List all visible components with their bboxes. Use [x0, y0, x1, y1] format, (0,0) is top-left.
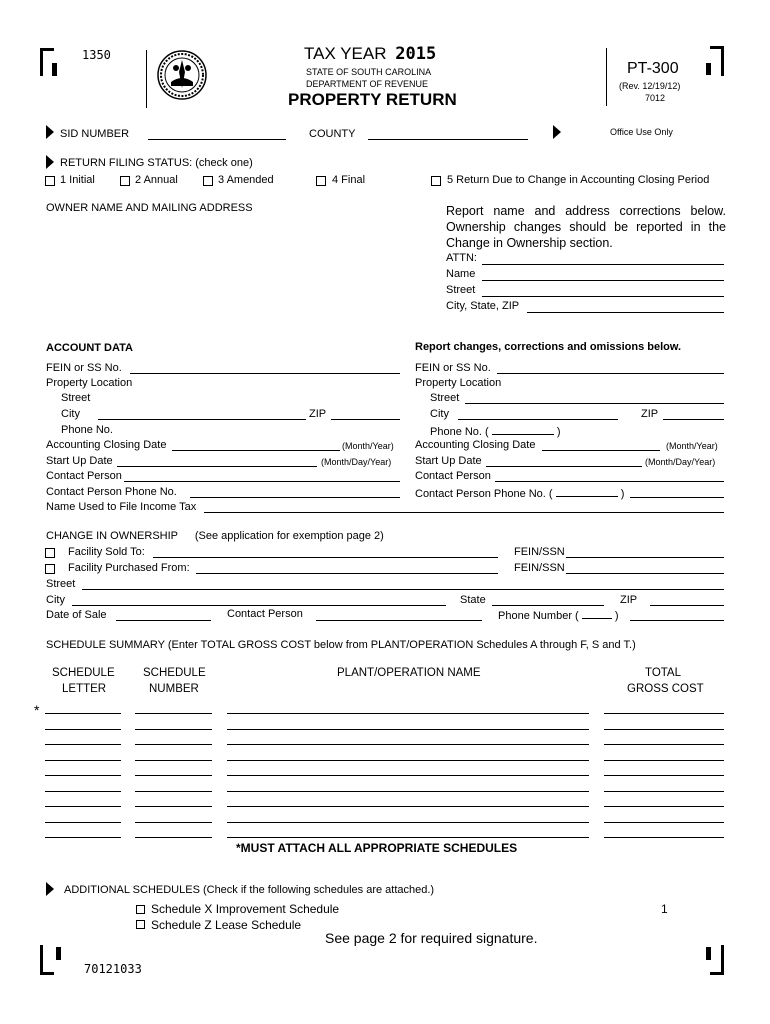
gross-cost-field[interactable] [604, 837, 724, 838]
property-location-label: Property Location [46, 377, 133, 389]
col-schedule-letter-1: SCHEDULE [52, 667, 115, 679]
street-field[interactable] [482, 296, 724, 297]
account-city-label: City [61, 408, 80, 420]
plant-name-field[interactable] [227, 775, 589, 776]
plant-name-field[interactable] [227, 806, 589, 807]
status-checkbox-annual[interactable] [120, 176, 130, 186]
sid-label: SID NUMBER [60, 128, 130, 140]
schedule-number-field[interactable] [135, 791, 212, 792]
corner-mark-bottom-right [702, 945, 724, 975]
fein-ssn-label-2: FEIN/SSN [514, 562, 565, 574]
right-street-field[interactable] [465, 403, 724, 404]
schedule-x-label: Schedule X Improvement Schedule [151, 902, 340, 916]
filing-status-label: RETURN FILING STATUS: (check one) [60, 157, 253, 169]
schedule-number-field[interactable] [135, 806, 212, 807]
arrow-marker-icon [46, 125, 54, 139]
tax-year-label: TAX YEAR [304, 44, 387, 63]
tax-year-value: 2015 [395, 44, 437, 64]
county-field[interactable] [368, 139, 528, 140]
schedule-number-field[interactable] [135, 760, 212, 761]
name-label: Name [446, 268, 476, 280]
plant-name-field[interactable] [227, 744, 589, 745]
gross-cost-field[interactable] [604, 729, 724, 730]
form-revision: (Rev. 12/19/12) [619, 81, 681, 91]
page-number: 1 [661, 902, 668, 916]
corner-mark-bottom-left [40, 945, 62, 975]
account-phone-label: Phone No. [61, 424, 113, 436]
schedule-letter-field[interactable] [45, 837, 121, 838]
state-seal-image [157, 50, 207, 100]
date-of-sale-label: Date of Sale [46, 609, 107, 621]
purchased-from-field[interactable] [196, 573, 498, 574]
contact-person-label: Contact Person [46, 470, 122, 482]
ownership-street-field[interactable] [82, 589, 724, 590]
schedule-number-field[interactable] [135, 775, 212, 776]
schedule-letter-field[interactable] [45, 791, 121, 792]
col-schedule-letter-2: LETTER [62, 683, 107, 695]
status-checkbox-accounting-change[interactable] [431, 176, 441, 186]
tax-year-title [304, 44, 436, 64]
ownership-phone-prefix: Phone Number ( [498, 610, 579, 622]
gross-cost-field[interactable] [604, 806, 724, 807]
right-contact-phone-field[interactable] [630, 497, 724, 498]
right-phone-label [430, 424, 561, 438]
right-closing-date-field[interactable] [542, 450, 660, 451]
right-start-up-field[interactable] [486, 466, 642, 467]
fein-ssn-label-1: FEIN/SSN [514, 546, 565, 558]
status-label-initial: 1 Initial [60, 174, 95, 186]
office-use-label: Office Use Only [610, 127, 673, 137]
gross-cost-field[interactable] [604, 775, 724, 776]
date-of-sale-field[interactable] [116, 620, 211, 621]
ownership-state-label: State [460, 594, 486, 606]
city-state-zip-label: City, State, ZIP [446, 300, 520, 312]
barcode-number: 70121033 [84, 962, 142, 976]
col-schedule-number-2: NUMBER [149, 683, 199, 695]
schedule-z-label: Schedule Z Lease Schedule [151, 918, 302, 932]
right-phone-prefix: Phone No. ( [430, 426, 489, 438]
ownership-city-label: City [46, 594, 65, 606]
right-city-field[interactable] [458, 419, 618, 420]
schedule-letter-field[interactable] [45, 775, 121, 776]
right-phone-paren: ) [556, 426, 561, 438]
ownership-heading [46, 530, 384, 542]
schedule-letter-field[interactable] [45, 713, 121, 714]
gross-cost-field[interactable] [604, 791, 724, 792]
ownership-phone-area-field[interactable] [582, 608, 612, 619]
right-start-up-label: Start Up Date [415, 455, 482, 467]
right-contact-phone-label [415, 486, 624, 500]
gross-cost-field[interactable] [604, 760, 724, 761]
ownership-heading-text: CHANGE IN OWNERSHIP [46, 530, 178, 542]
ownership-zip-label: ZIP [620, 594, 638, 606]
fein-label: FEIN or SS No. [46, 362, 122, 374]
ownership-state-field[interactable] [492, 605, 604, 606]
arrow-marker-icon [46, 155, 54, 169]
county-label: COUNTY [309, 128, 356, 140]
schedule-x-checkbox[interactable] [136, 905, 145, 914]
sold-to-label: Facility Sold To: [68, 546, 145, 558]
schedule-number-field[interactable] [135, 713, 212, 714]
purchased-from-label: Facility Purchased From: [68, 562, 190, 574]
sid-field[interactable] [148, 139, 286, 140]
arrow-marker-icon [553, 125, 561, 139]
plant-name-field[interactable] [227, 760, 589, 761]
fein-ssn-field-2[interactable] [566, 573, 724, 574]
fein-field[interactable] [130, 373, 400, 374]
right-zip-field[interactable] [663, 419, 724, 420]
plant-name-field[interactable] [227, 713, 589, 714]
ownership-phone-label [498, 608, 619, 622]
closing-date-format: (Month/Year) [342, 441, 394, 451]
right-zip-label: ZIP [641, 408, 659, 420]
corner-mark-top-left [40, 48, 56, 80]
col-total-2: GROSS COST [627, 683, 704, 695]
closing-date-label: Accounting Closing Date [46, 439, 167, 451]
schedule-letter-field[interactable] [45, 729, 121, 730]
schedule-number-field[interactable] [135, 837, 212, 838]
status-checkbox-final[interactable] [316, 176, 326, 186]
ownership-contact-field[interactable] [316, 620, 482, 621]
status-label-amended: 3 Amended [218, 174, 274, 186]
income-tax-name-field[interactable] [204, 512, 724, 513]
gross-cost-field[interactable] [604, 744, 724, 745]
start-up-label: Start Up Date [46, 455, 113, 467]
col-plant-name: PLANT/OPERATION NAME [337, 667, 481, 679]
sold-to-checkbox[interactable] [45, 548, 55, 558]
right-contact-phone-prefix: Contact Person Phone No. ( [415, 488, 553, 500]
corner-mark-top-right [702, 46, 724, 78]
plant-name-field[interactable] [227, 729, 589, 730]
ownership-phone-field[interactable] [630, 620, 724, 621]
income-tax-name-label: Name Used to File Income Tax [46, 501, 197, 513]
ownership-contact-label: Contact Person [227, 608, 303, 620]
attn-field[interactable] [482, 264, 724, 265]
form-number: PT-300 [627, 60, 679, 77]
plant-name-field[interactable] [227, 791, 589, 792]
plant-name-field[interactable] [227, 822, 589, 823]
name-field[interactable] [482, 280, 724, 281]
agency-line2: DEPARTMENT OF REVENUE [306, 79, 429, 89]
schedule-number-field[interactable] [135, 729, 212, 730]
account-street-label: Street [61, 392, 91, 404]
status-label-annual: 2 Annual [135, 174, 178, 186]
attn-label: ATTN: [446, 252, 477, 264]
city-state-zip-field[interactable] [527, 312, 724, 313]
corrections-heading: Report changes, corrections and omissions below. [415, 341, 682, 353]
account-zip-label: ZIP [309, 408, 327, 420]
gross-cost-field[interactable] [604, 713, 724, 714]
right-fein-field[interactable] [497, 373, 724, 374]
must-attach-notice: *MUST ATTACH ALL APPROPRIATE SCHEDULES [236, 841, 518, 855]
schedule-z-checkbox[interactable] [136, 920, 145, 929]
right-contact-phone-paren: ) [620, 488, 625, 500]
form-title: PROPERTY RETURN [288, 90, 457, 109]
right-closing-date-format: (Month/Year) [666, 441, 718, 451]
form-id: 7012 [645, 93, 666, 103]
account-data-heading: ACCOUNT DATA [46, 342, 133, 354]
sold-to-field[interactable] [153, 557, 498, 558]
fein-ssn-field-1[interactable] [566, 557, 724, 558]
right-street-label: Street [430, 392, 460, 404]
account-city-field[interactable] [98, 419, 306, 420]
right-contact-phone-area-field[interactable] [556, 486, 618, 497]
contact-phone-label: Contact Person Phone No. [46, 486, 177, 498]
form-code: 1350 [82, 48, 111, 62]
start-up-field[interactable] [117, 466, 317, 467]
status-label-accounting-change: 5 Return Due to Change in Accounting Closing Period [447, 174, 710, 186]
schedule-number-field[interactable] [135, 822, 212, 823]
street-label: Street [446, 284, 476, 296]
see-page-2-note: See page 2 for required signature. [325, 930, 538, 946]
right-city-label: City [430, 408, 449, 420]
start-up-format: (Month/Day/Year) [321, 457, 392, 467]
agency-line1: STATE OF SOUTH CAROLINA [306, 67, 432, 77]
schedule-letter-field[interactable] [45, 806, 121, 807]
status-label-final: 4 Final [332, 174, 366, 186]
schedule-summary-text: SCHEDULE SUMMARY (Enter TOTAL GROSS COST below from PLANT/OPERATION Schedules A through F, S and T.) [46, 639, 636, 651]
schedule-letter-field[interactable] [45, 744, 121, 745]
report-corrections-note: Report name and address corrections below. Ownership changes should be reported in the Change in Ownership section. [446, 204, 726, 250]
right-start-up-format: (Month/Day/Year) [645, 457, 716, 467]
right-property-location-label: Property Location [415, 377, 502, 389]
right-contact-person-label: Contact Person [415, 470, 491, 482]
contact-person-field[interactable] [124, 481, 400, 482]
gross-cost-field[interactable] [604, 822, 724, 823]
plant-name-field[interactable] [227, 837, 589, 838]
header-divider-left [146, 50, 147, 108]
right-closing-date-label: Accounting Closing Date [415, 439, 536, 451]
purchased-from-checkbox[interactable] [45, 564, 55, 574]
col-schedule-number-1: SCHEDULE [143, 667, 206, 679]
contact-phone-field[interactable] [190, 497, 400, 498]
account-zip-field[interactable] [331, 419, 400, 420]
header-divider-right [606, 48, 607, 106]
required-asterisk: * [34, 702, 40, 718]
closing-date-field[interactable] [172, 450, 340, 451]
ownership-zip-field[interactable] [650, 605, 724, 606]
ownership-phone-paren: ) [614, 610, 619, 622]
arrow-marker-icon [46, 882, 54, 896]
ownership-note: (See application for exemption page 2) [194, 530, 384, 542]
status-checkbox-amended[interactable] [203, 176, 213, 186]
schedule-number-field[interactable] [135, 744, 212, 745]
owner-label: OWNER NAME AND MAILING ADDRESS [46, 202, 253, 214]
ownership-street-label: Street [46, 578, 76, 590]
col-total-1: TOTAL [645, 667, 681, 679]
additional-schedules-label: ADDITIONAL SCHEDULES (Check if the following schedules are attached.) [64, 884, 435, 896]
right-phone-area-field[interactable] [492, 424, 554, 435]
right-fein-label: FEIN or SS No. [415, 362, 491, 374]
ownership-city-field[interactable] [72, 605, 446, 606]
right-contact-person-field[interactable] [495, 481, 724, 482]
schedule-letter-field[interactable] [45, 822, 121, 823]
schedule-letter-field[interactable] [45, 760, 121, 761]
status-checkbox-initial[interactable] [45, 176, 55, 186]
